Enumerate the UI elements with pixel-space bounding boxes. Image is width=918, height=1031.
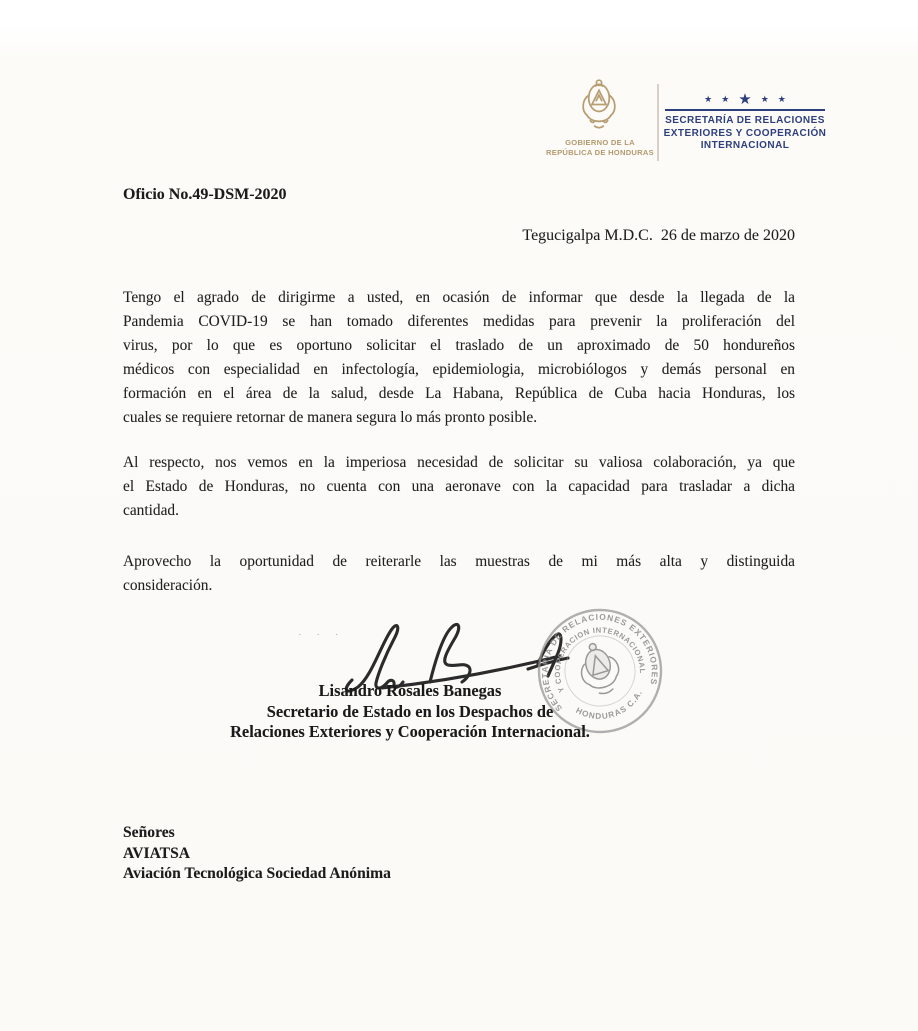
star-icon: ★ xyxy=(777,93,786,104)
recipient-company: AVIATSA xyxy=(123,844,191,862)
stars-icon xyxy=(658,90,832,108)
paragraph-3 xyxy=(123,550,795,598)
body-line: Tengo el agrado de dirigirme a usted, en ocasión de informar que desde la llegada de la xyxy=(123,289,795,306)
star-icon: ★ xyxy=(721,93,730,104)
body-line: virus, por lo que es oportuno solicitar el traslado de un aproximado de 50 hondureños xyxy=(123,337,795,354)
body-line: Al respecto, nos vemos en la imperiosa necesidad de solicitar su valiosa colaboración, ya que xyxy=(123,454,795,471)
secretariat-name-line3: INTERNACIONAL xyxy=(700,140,790,151)
letterhead-rule xyxy=(665,109,825,111)
government-name xyxy=(538,138,662,157)
star-icon: ★ xyxy=(738,90,752,108)
body-line: Aprovecho la oportunidad de reiterarle las muestras de mi más alta y distinguida xyxy=(123,553,795,570)
recipient-block xyxy=(123,823,391,885)
body-line: cuales se requiere retornar de manera segura lo más pronto posible. xyxy=(123,409,538,426)
dateline: Tegucigalpa M.D.C. 26 de marzo de 2020 xyxy=(522,227,795,244)
signatory-name: Lisandro Rosales Banegas xyxy=(318,681,502,700)
letter-body xyxy=(123,286,795,619)
star-icon: ★ xyxy=(760,93,769,104)
scan-specks: · · · xyxy=(298,629,345,641)
body-line: médicos con especialidad en infectología, epidemiologia, microbiólogos y demás personal en xyxy=(123,361,795,378)
secretariat-name-line2: EXTERIORES Y COOPERACIÓN xyxy=(663,127,827,139)
oficio-reference: Oficio No.49-DSM-2020 xyxy=(123,186,287,203)
secretariat-name-line1: SECRETARÍA DE RELACIONES xyxy=(665,115,825,126)
coat-of-arms-icon xyxy=(576,79,622,131)
government-name-line2: REPÚBLICA DE HONDURAS xyxy=(546,147,654,157)
signature-block xyxy=(230,681,590,743)
seal-text-inner: Y COOPERACION INTERNACIONAL xyxy=(552,625,648,694)
signatory-title-line1: Secretario de Estado en los Despachos de xyxy=(266,701,554,721)
star-icon: ★ xyxy=(704,93,713,104)
body-line: consideración. xyxy=(123,577,213,594)
signatory-title-line2: Relaciones Exteriores y Cooperación Internacional. xyxy=(230,722,590,742)
paragraph-1 xyxy=(123,286,795,430)
paragraph-2 xyxy=(123,451,795,523)
seal-text-bottom: HONDURAS C.A. xyxy=(574,688,645,721)
recipient-salutation: Señores xyxy=(123,824,175,841)
recipient-company-fullname: Aviación Tecnológica Sociedad Anónima xyxy=(123,865,391,882)
body-line: Pandemia COVID-19 se han tomado diferentes medidas para prevenir la proliferación del xyxy=(123,313,795,330)
body-line: cantidad. xyxy=(123,502,179,519)
seal-text-outer: SECRETARIA DE RELACIONES EXTERIORES xyxy=(539,611,660,714)
body-line: el Estado de Honduras, no cuenta con una aeronave con la capacidad para trasladar a dicha xyxy=(123,478,795,495)
body-line: formación en el área de la salud, desde La Habana, República de Cuba hacia Honduras, los xyxy=(123,385,795,402)
secretariat-letterhead xyxy=(658,90,832,153)
government-name-line1: GOBIERNO DE LA xyxy=(565,138,635,147)
